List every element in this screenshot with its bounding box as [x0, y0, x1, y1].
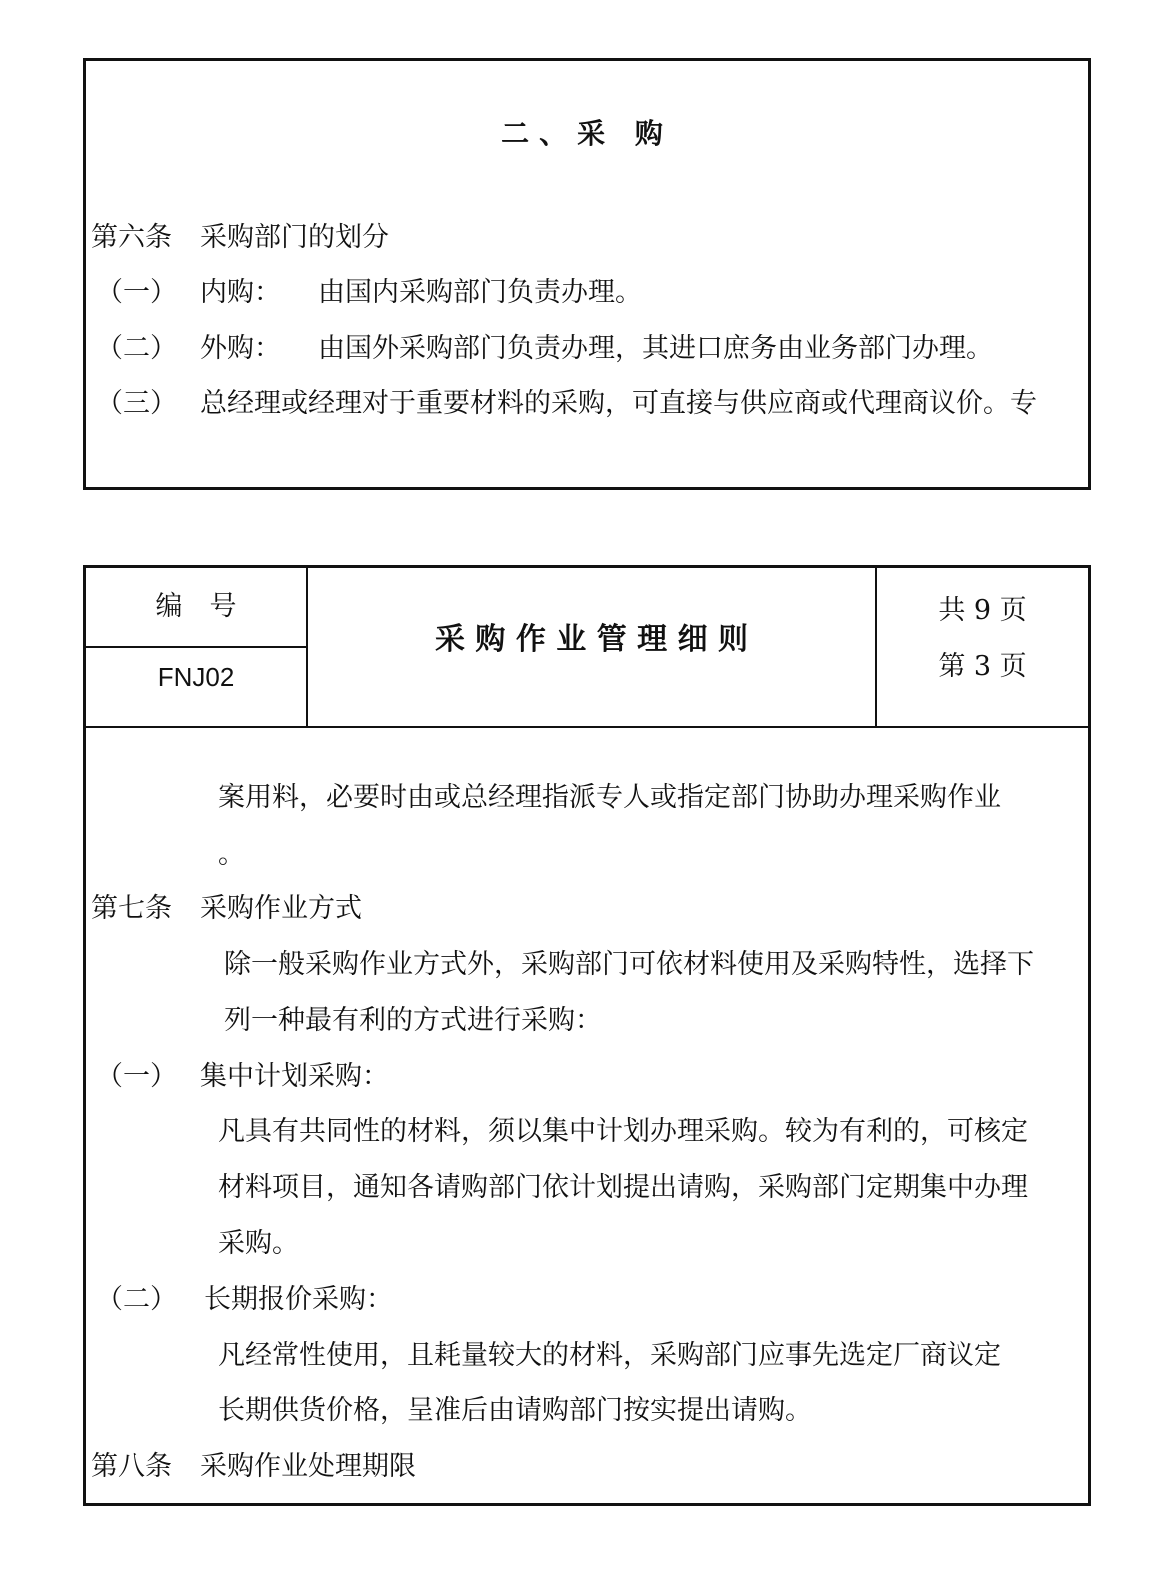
item-3-text: 总经理或经理对于重要材料的采购，可直接与供应商或代理商议价。专: [200, 388, 1037, 419]
total-pages: 共 9 页: [938, 595, 1027, 626]
continuation-line-2: 。: [218, 839, 245, 870]
current-page: 第 3 页: [938, 651, 1027, 682]
article-7-paragraph-line-1: 除一般采购作业方式外，采购部门可依材料使用及采购特性，选择下: [224, 949, 1034, 980]
item-3-number: （三）: [96, 388, 177, 419]
item-2-number: （二）: [96, 333, 177, 364]
item-2-label: 外购：: [200, 333, 281, 364]
item-2-text: 由国外采购部门负责办理，其进口庶务由业务部门办理。: [318, 333, 993, 364]
method-1-number: （一）: [96, 1061, 177, 1092]
article-6-title: 采购部门的划分: [200, 222, 389, 253]
header-divider-right: [875, 568, 877, 728]
document-title: 采 购 作 业 管 理 细 则: [434, 622, 749, 657]
method-1-title: 集中计划采购：: [200, 1061, 389, 1092]
code-label: 编 号: [155, 591, 237, 622]
method-2-line-1: 凡经常性使用，且耗量较大的材料，采购部门应事先选定厂商议定: [218, 1340, 1001, 1371]
section-title: 二、采 购: [501, 117, 673, 150]
method-2-title: 长期报价采购：: [204, 1284, 393, 1315]
method-1-line-2: 材料项目，通知各请购部门依计划提出请购，采购部门定期集中办理: [218, 1172, 1028, 1203]
continuation-line-1: 案用料，必要时由或总经理指派专人或指定部门协助办理采购作业: [218, 782, 1001, 813]
item-1-text: 由国内采购部门负责办理。: [318, 277, 642, 308]
article-6-number: 第六条: [91, 222, 172, 253]
item-1-number: （一）: [96, 277, 177, 308]
article-8-title: 采购作业处理期限: [200, 1451, 416, 1482]
method-1-line-1: 凡具有共同性的材料，须以集中计划办理采购。较为有利的，可核定: [218, 1116, 1028, 1147]
document-page: [83, 565, 1091, 1506]
code-value: FNJ02: [157, 662, 235, 692]
section-box-top: [83, 58, 1091, 490]
article-7-paragraph-line-2: 列一种最有利的方式进行采购：: [224, 1005, 602, 1036]
item-1-label: 内购：: [200, 277, 281, 308]
article-7-title: 采购作业方式: [200, 893, 362, 924]
article-8-number: 第八条: [91, 1451, 172, 1482]
article-7-number: 第七条: [91, 893, 172, 924]
document-header: [86, 568, 1088, 728]
header-code-divider: [86, 646, 306, 648]
method-2-line-2: 长期供货价格，呈准后由请购部门按实提出请购。: [218, 1395, 812, 1426]
method-1-line-3: 采购。: [218, 1228, 299, 1259]
method-2-number: （二）: [96, 1284, 177, 1315]
